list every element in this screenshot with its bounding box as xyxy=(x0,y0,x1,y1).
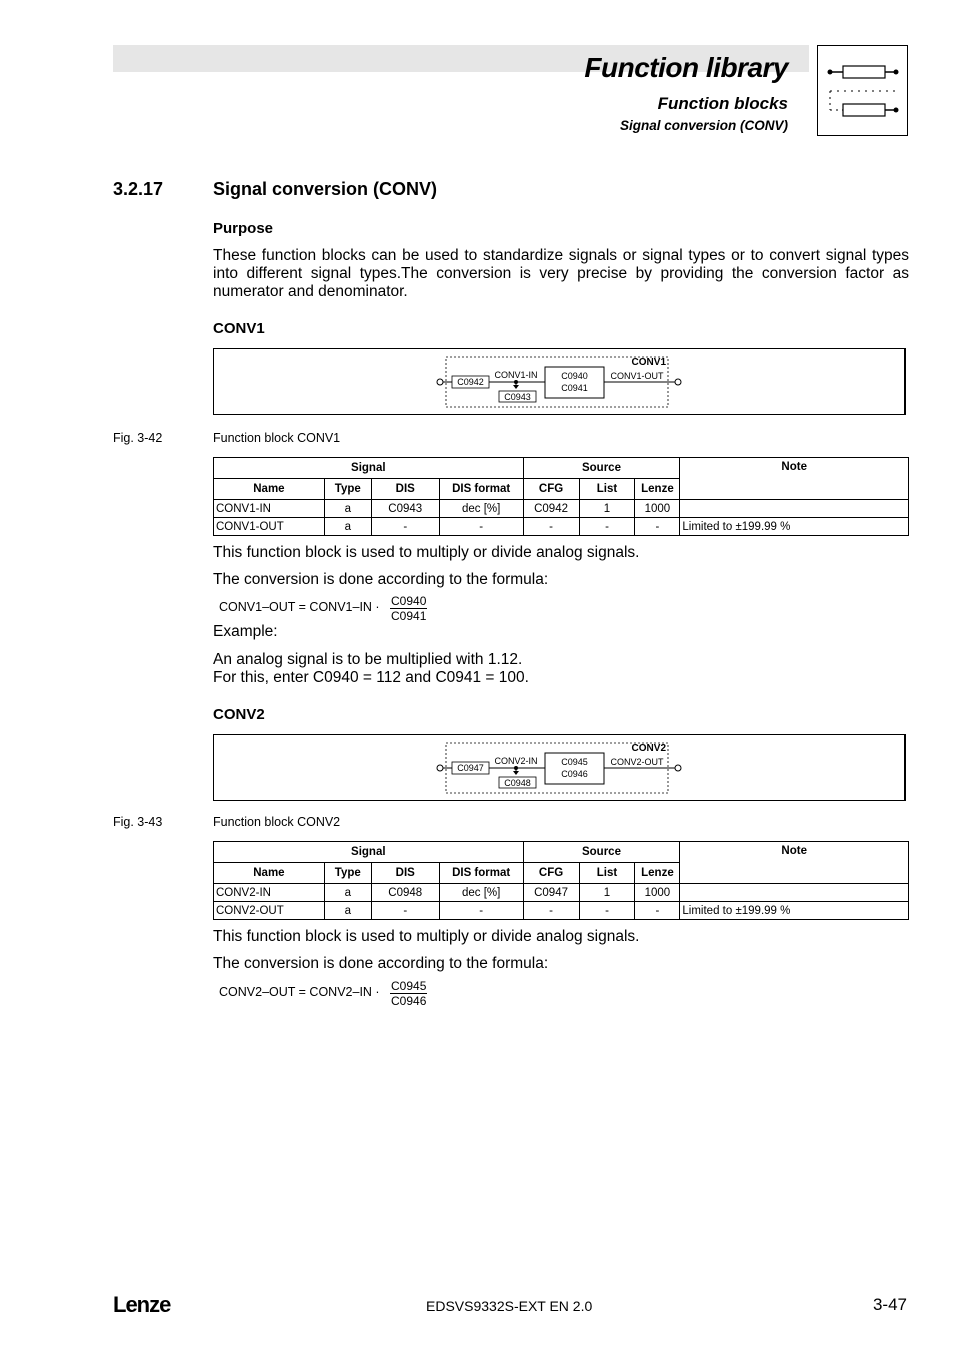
conv1-heading: CONV1 xyxy=(213,320,265,337)
conv1-den-label: C0941 xyxy=(561,383,588,393)
conv2-figure xyxy=(213,734,906,801)
purpose-heading: Purpose xyxy=(213,220,274,237)
conv1-signal-table xyxy=(213,457,909,536)
conv2-dis-label: C0948 xyxy=(504,778,531,788)
dis-header: DIS xyxy=(371,479,439,500)
table-row: CONV1-IN a C0943 dec [%] C0942 1 1000 xyxy=(214,500,909,518)
conv1-example-line2: For this, enter C0940 = 112 and C0941 = 100. xyxy=(213,669,529,686)
lenze-header: Lenze xyxy=(635,479,680,500)
conv1-output-label: CONV1-OUT xyxy=(610,371,664,381)
conv2-description: This function block is used to multiply or divide analog signals. xyxy=(213,928,640,945)
lenze-logo: Lenze xyxy=(113,1292,171,1317)
list-header: List xyxy=(579,863,635,884)
signal-header: Signal xyxy=(214,842,524,863)
conv2-heading: CONV2 xyxy=(213,706,265,723)
conv2-formula-fraction: $\frac{C0945}{C0946}$ xyxy=(391,979,427,1008)
note-header: Note xyxy=(680,842,909,884)
conv1-example-line1: An analog signal is to be multiplied with 1.12. xyxy=(213,651,523,668)
conv2-fig-label: Fig. 3-43 xyxy=(113,815,163,829)
name-header: Name xyxy=(214,863,325,884)
conv1-description: This function block is used to multiply or divide analog signals. xyxy=(213,544,640,561)
conv2-signal-table xyxy=(213,841,909,920)
conv1-num-label: C0940 xyxy=(561,371,588,381)
type-header: Type xyxy=(324,479,371,500)
conv1-example-label: Example: xyxy=(213,623,278,640)
signal-header: Signal xyxy=(214,458,524,479)
source-header: Source xyxy=(523,458,680,479)
note-header: Note xyxy=(680,458,909,500)
conv1-fig-label: Fig. 3-42 xyxy=(113,431,163,445)
conv2-num-label: C0945 xyxy=(561,757,588,767)
conv2-block-name: CONV2 xyxy=(631,743,666,754)
page-title: Function library xyxy=(584,52,788,83)
conv2-formula-lhs: CONV2–OUT = CONV2–IN · xyxy=(219,985,380,999)
type-header: Type xyxy=(324,863,371,884)
conv2-fig-caption: Function block CONV2 xyxy=(213,815,341,829)
table-row: CONV2-OUT a - - - - - Limited to ±199.99 % xyxy=(214,902,909,920)
conv1-block-name: CONV1 xyxy=(631,357,666,368)
conv1-input-label: CONV1-IN xyxy=(494,370,538,380)
dis-format-header: DIS format xyxy=(439,479,523,500)
document-id: EDSVS9332S-EXT EN 2.0 xyxy=(426,1298,593,1314)
conv1-formula-lhs: CONV1–OUT = CONV1–IN · xyxy=(219,600,380,614)
dis-header: DIS xyxy=(371,863,439,884)
cfg-header: CFG xyxy=(523,479,579,500)
conv2-input-label: CONV2-IN xyxy=(494,756,538,766)
lenze-header: Lenze xyxy=(635,863,680,884)
section-title: Signal conversion (CONV) xyxy=(213,179,438,199)
conv1-formula-intro: The conversion is done according to the formula: xyxy=(213,571,549,588)
page-number: 3-47 xyxy=(872,1295,907,1314)
cfg-header: CFG xyxy=(523,863,579,884)
table-row: CONV2-IN a C0948 dec [%] C0947 1 1000 xyxy=(214,884,909,902)
page-subsubtitle: Signal conversion (CONV) xyxy=(619,118,788,133)
conv1-fig-caption: Function block CONV1 xyxy=(213,431,341,445)
source-header: Source xyxy=(523,842,680,863)
conv2-output-label: CONV2-OUT xyxy=(610,757,664,767)
page-subtitle: Function blocks xyxy=(657,94,788,113)
list-header: List xyxy=(579,479,635,500)
conv2-formula-intro: The conversion is done according to the formula: xyxy=(213,955,549,972)
conv1-dis-label: C0943 xyxy=(504,392,531,402)
table-row: CONV1-OUT a - - - - - Limited to ±199.99 % xyxy=(214,518,909,536)
purpose-text: These function blocks can be used to standardize signals or signal types or to convert signal types into different signal types.The conversion is very precise by providing the conversion factor as numerator and denominator. xyxy=(213,247,909,300)
name-header: Name xyxy=(214,479,325,500)
dis-format-header: DIS format xyxy=(439,863,523,884)
conv2-den-label: C0946 xyxy=(561,769,588,779)
conv1-cfg-label: C0942 xyxy=(457,377,484,387)
section-number: 3.2.17 xyxy=(113,179,164,199)
conv1-figure xyxy=(213,348,906,415)
conv1-formula-fraction: $\frac{C0940}{C0941}$ xyxy=(391,594,427,623)
conv2-cfg-label: C0947 xyxy=(457,763,484,773)
function-block-icon xyxy=(817,45,908,136)
